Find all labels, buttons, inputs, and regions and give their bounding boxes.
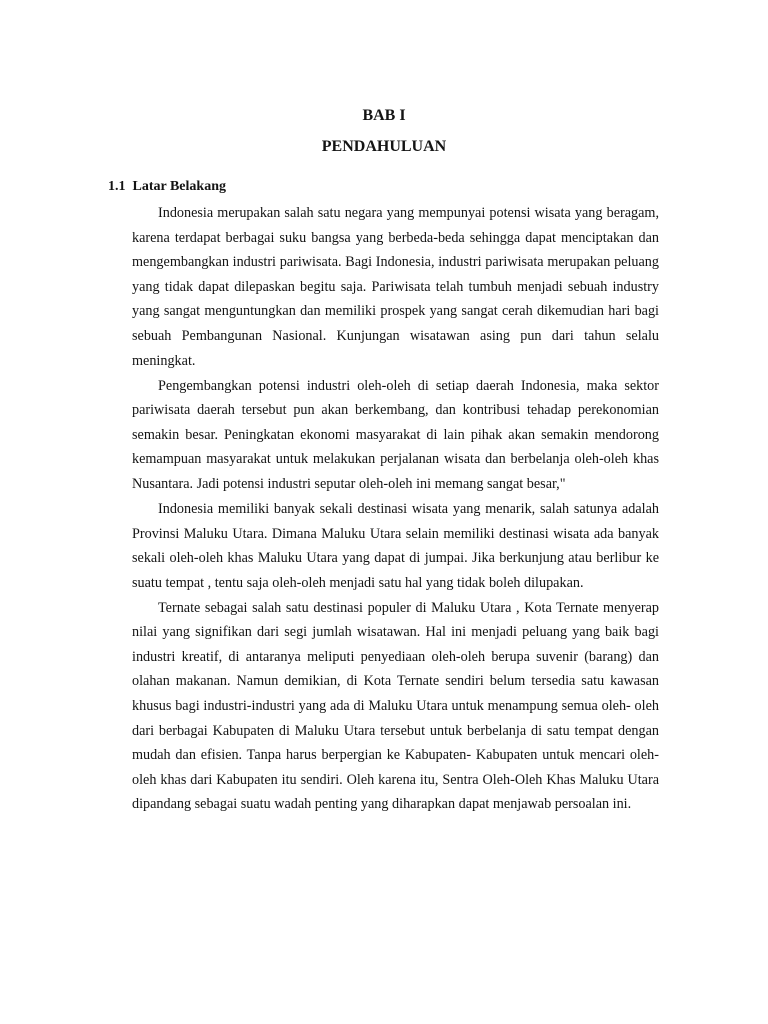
paragraph-2: Pengembangkan potensi industri oleh-oleh di setiap daerah Indonesia, maka sektor pariwisata daerah tersebut pun akan berkembang, dan kontribusi tehadap perekonomian semakin besar. Peningkatan ekonomi masyarakat di lain pihak akan semakin mendorong kemampuan masyarakat untuk melakukan perjalanan wisata dan berbelanja oleh-oleh khas Nusantara. Jadi potensi industri seputar oleh-oleh ini memang sangat besar," [132, 377, 659, 492]
chapter-number: BAB I [362, 107, 406, 124]
body-text [132, 201, 659, 817]
paragraph-1: Indonesia merupakan salah satu negara yang mempunyai potensi wisata yang beragam, karena terdapat berbagai suku bangsa yang berbeda-beda sehingga dapat menciptakan dan mengembangkan industri pariwisata. Bagi Indonesia, industri pariwisata merupakan peluang yang tidak dapat dilepaskan begitu saja. Pariwisata telah tumbuh menjadi sebuah industry yang sangat menguntungkan dan memiliki prospek yang sangat cerah dikemudian hari bagi sebuah Pembangunan Nasional. Kunjungan wisatawan asing pun dari tahun selalu meningkat. [132, 205, 659, 369]
section-heading: 1.1 Latar Belakang [108, 179, 226, 194]
chapter-title: PENDAHULUAN [321, 138, 447, 155]
paragraph-3: Indonesia memiliki banyak sekali destinasi wisata yang menarik, salah satunya adalah Provinsi Maluku Utara. Dimana Maluku Utara selain memiliki destinasi wisata ada banyak sekali oleh-oleh khas Maluku Utara yang dapat di jumpai. Jika berkunjung atau berlibur ke suatu tempat , tentu saja oleh-oleh menjadi satu hal yang tidak boleh dilupakan. [132, 500, 659, 591]
paragraph-4: Ternate sebagai salah satu destinasi populer di Maluku Utara , Kota Ternate menyerap nilai yang signifikan dari segi jumlah wisatawan. Hal ini menjadi peluang yang baik bagi industri kreatif, di antaranya meliputi penyediaan oleh-oleh berupa suvenir (barang) dan olahan makanan. Namun demikian, di Kota Ternate sendiri belum tersedia satu kawasan khusus bagi industri-industri yang ada di Maluku Utara untuk menampung semua oleh- oleh dari berbagai Kabupaten di Maluku Utara tersebut untuk berbelanja di satu tempat dengan mudah dan efisien. Tanpa harus berpergian ke Kabupaten- Kabupaten untuk mencari oleh-oleh khas dari Kabupaten itu sendiri. Oleh karena itu, Sentra Oleh-Oleh Khas Maluku Utara dipandang sebagai suatu wadah penting yang diharapkan dapat menjawab persoalan ini. [132, 599, 659, 813]
